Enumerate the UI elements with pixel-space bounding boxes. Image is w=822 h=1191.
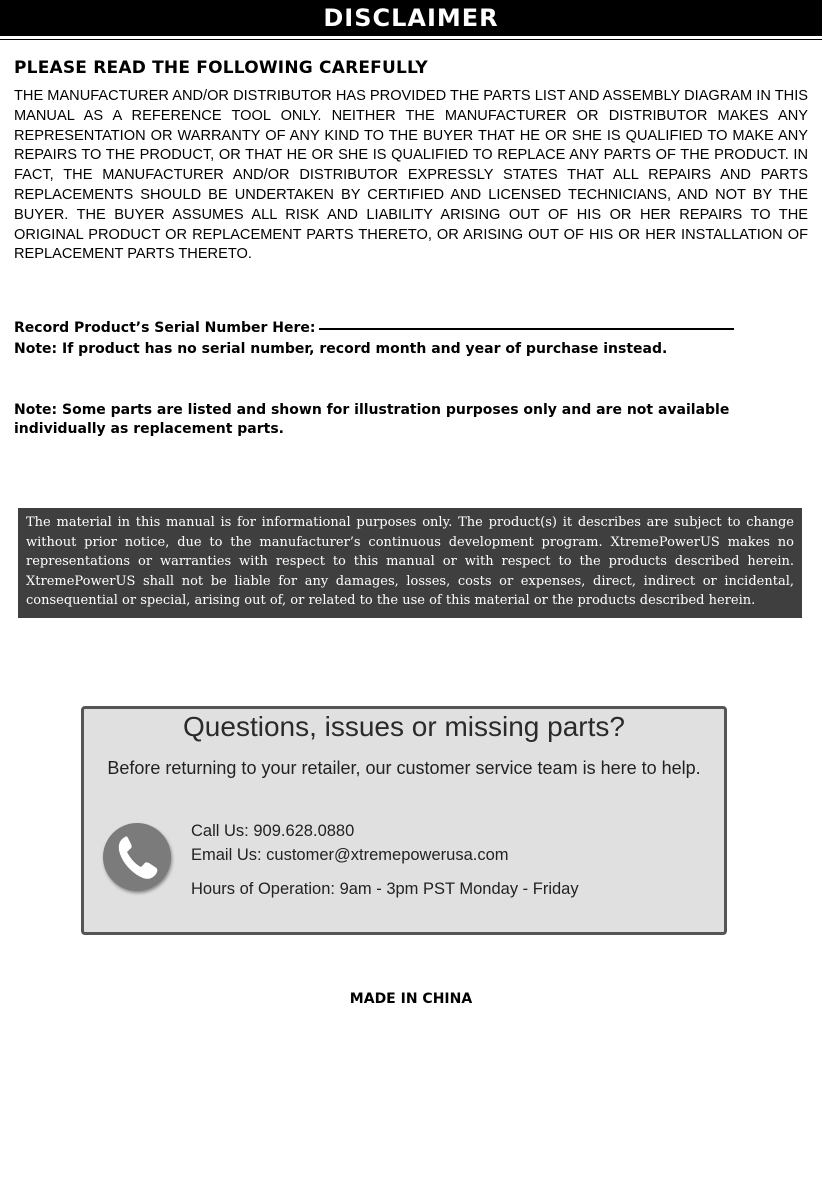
serial-number-label: Record Product’s Serial Number Here: xyxy=(14,320,316,336)
title-divider xyxy=(0,39,822,40)
legal-info-box: The material in this manual is for informational purposes only. The product(s) it describes are subject to change without prior notice, due to the manufacturer’s continuous development program. XtremePowerUS makes no representations or warranties with respect to this manual or with respect to the products described herein. XtremePowerUS shall not be liable for any damages, losses, costs or expenses, direct, indirect or incidental, consequential or special, arising out of, or related to the use of this material or the products described herein. xyxy=(18,508,802,618)
contact-hours: Hours of Operation: 9am - 3pm PST Monday - Friday xyxy=(191,880,579,898)
disclaimer-paragraph: THE MANUFACTURER AND/OR DISTRIBUTOR HAS PROVIDED THE PARTS LIST AND ASSEMBLY DIAGRAM IN THIS MANUAL AS A REFERENCE TOOL ONLY. NEITHER THE MANUFACTURER OR DISTRIBUTOR MAKES ANY REPRESENTATION OR WARRANTY OF ANY KIND TO THE BUYER THAT HE OR SHE IS QUALIFIED TO MAKE ANY REPAIRS TO THE PRODUCT, OR THAT HE OR SHE IS QUALIFIED TO REPLACE ANY PARTS OF THE PRODUCT. IN FACT, THE MANUFACTURER AND/OR DISTRIBUTOR EXPRESSLY STATES THAT ALL REPAIRS AND PARTS REPLACEMENTS SHOULD BE UNDERTAKEN BY CERTIFIED AND LICENSED TECHNICIANS, AND NOT BY THE BUYER. THE BUYER ASSUMES ALL RISK AND LIABILITY ARISING OUT OF HIS OR HER REPAIRS TO THE ORIGINAL PRODUCT OR REPLACEMENT PARTS THERETO, OR ARISING OUT OF HIS OR HER INSTALLATION OF REPLACEMENT PARTS THERETO. xyxy=(14,88,808,263)
contact-subtitle: Before returning to your retailer, our customer service team is here to help. xyxy=(107,758,701,778)
page-title: DISCLAIMER xyxy=(0,0,822,36)
contact-phone: Call Us: 909.628.0880 xyxy=(191,822,355,840)
contact-title: Questions, issues or missing parts? xyxy=(183,711,625,742)
section-heading: PLEASE READ THE FOLLOWING CAREFULLY xyxy=(14,58,428,78)
serial-number-note: Note: If product has no serial number, record month and year of purchase instead. xyxy=(14,341,668,357)
serial-number-blank-line xyxy=(319,328,734,330)
customer-service-panel xyxy=(81,706,727,935)
contact-email: Email Us: customer@xtremepowerusa.com xyxy=(191,846,509,864)
serial-number-row xyxy=(14,319,734,338)
parts-note: Note: Some parts are listed and shown for illustration purposes only and are not available individually as replacement parts. xyxy=(14,402,730,437)
country-of-origin: MADE IN CHINA xyxy=(349,991,473,1007)
phone-icon xyxy=(103,823,171,891)
